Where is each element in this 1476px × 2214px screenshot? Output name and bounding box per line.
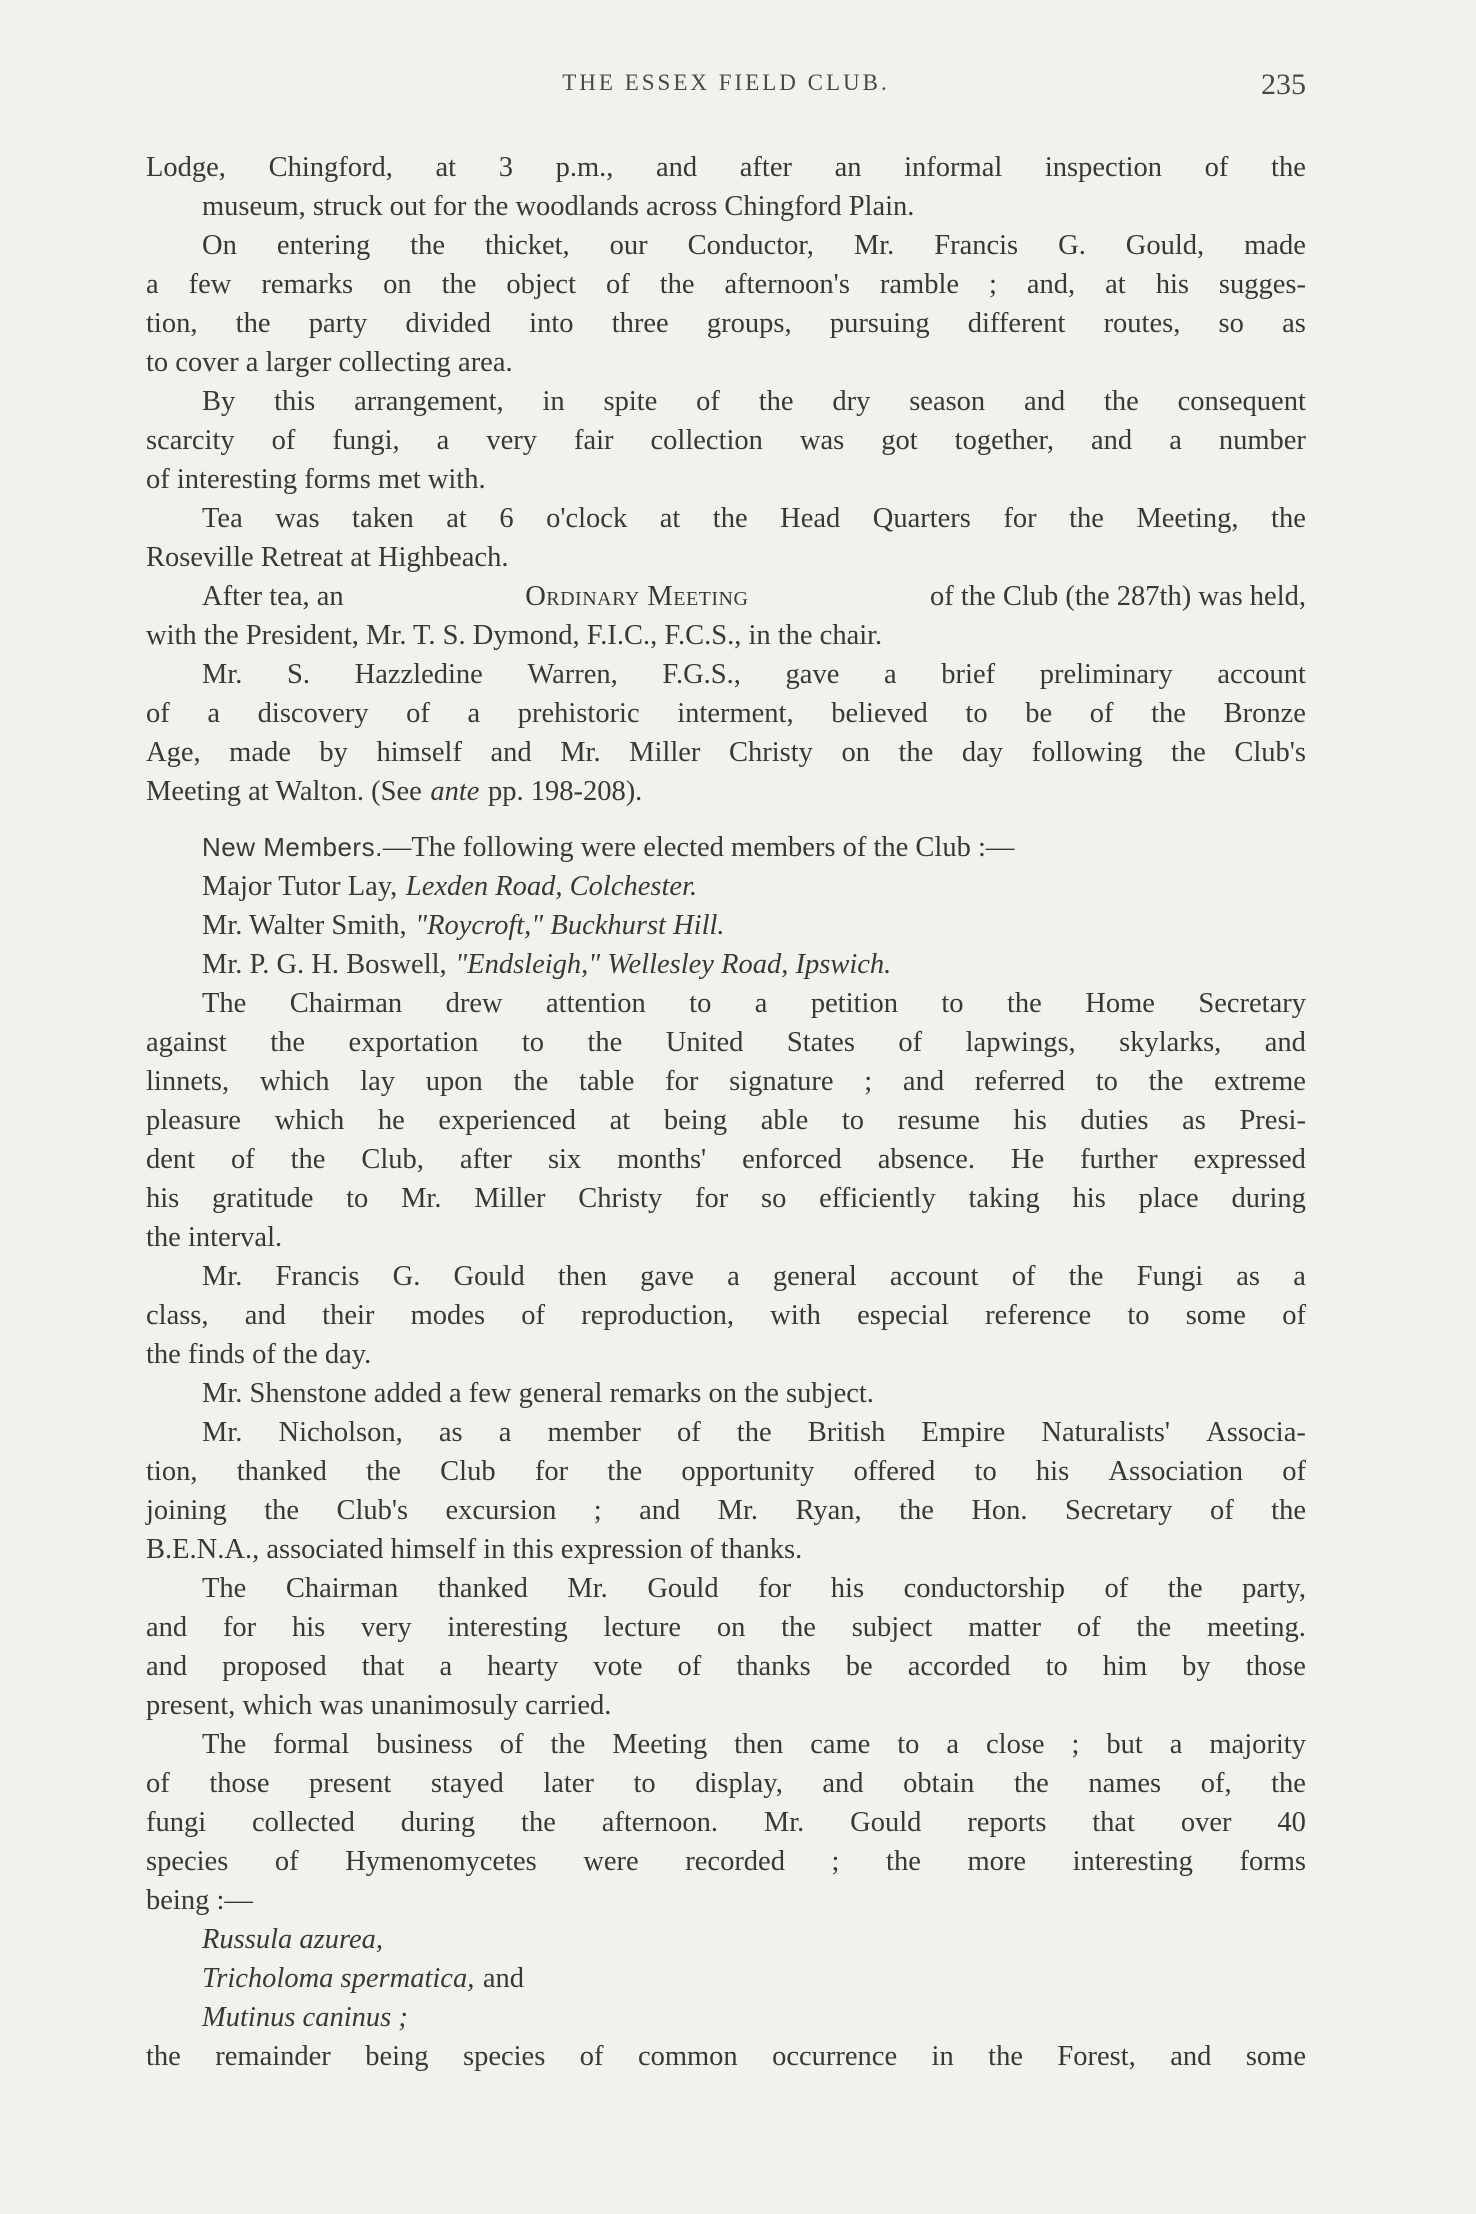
species-entry: Tricholoma spermatica, and (202, 1963, 525, 1994)
paragraph-start: The Chairman drew attention to a petition to the Home Secretary (202, 988, 1306, 1019)
species-entry: Mutinus caninus ; (202, 2002, 408, 2033)
paragraph-start: By this arrangement, in spite of the dry season and the consequent (202, 386, 1306, 417)
meeting-title: Ordinary Meeting (525, 581, 749, 612)
text-line: dent of the Club, after six months' enforced absence. He further expressed (146, 1144, 1306, 1175)
paragraph-start: Mr. S. Hazzledine Warren, F.G.S., gave a brief preliminary account (202, 659, 1306, 690)
text-line: and for his very interesting lecture on the subject matter of the meeting. (146, 1612, 1306, 1643)
text-line: Meeting at Walton. (See ante pp. 198-208). (146, 776, 643, 807)
text-line: the interval. (146, 1222, 283, 1253)
text-line: tion, the party divided into three groups, pursuing different routes, so as (146, 308, 1306, 339)
text-line: being :— (146, 1885, 253, 1916)
text-line: of those present stayed later to display, and obtain the names of, the (146, 1768, 1306, 1799)
text-line: against the exportation to the United States of lapwings, skylarks, and (146, 1027, 1306, 1058)
text-line: scarcity of fungi, a very fair collection was got together, and a number (146, 425, 1306, 456)
paragraph-start: Tea was taken at 6 o'clock at the Head Quarters for the Meeting, the (202, 503, 1306, 534)
section-label: New Members. (202, 832, 383, 862)
page-header (146, 70, 1306, 110)
text-line: Age, made by himself and Mr. Miller Christy on the day following the Club's (146, 737, 1306, 768)
text-line: tion, thanked the Club for the opportunity offered to his Association of (146, 1456, 1306, 1487)
text-line: present, which was unanimosuly carried. (146, 1690, 612, 1721)
text-line: his gratitude to Mr. Miller Christy for so efficiently taking his place during (146, 1183, 1306, 1214)
text-line: of interesting forms met with. (146, 464, 486, 495)
text-line: museum, struck out for the woodlands across Chingford Plain. (202, 191, 915, 222)
text-line: and proposed that a hearty vote of thanks be accorded to him by those (146, 1651, 1306, 1682)
paragraph-start: The Chairman thanked Mr. Gould for his conductorship of the party, (202, 1573, 1306, 1604)
text-line: B.E.N.A., associated himself in this expression of thanks. (146, 1534, 803, 1565)
page-number: 235 (1261, 68, 1306, 101)
paragraph-start: On entering the thicket, our Conductor, Mr. Francis G. Gould, made (202, 230, 1306, 261)
paragraph-start: Mr. Francis G. Gould then gave a general account of the Fungi as a (202, 1261, 1306, 1292)
text-line: joining the Club's excursion ; and Mr. Ryan, the Hon. Secretary of the (146, 1495, 1306, 1526)
text-line: class, and their modes of reproduction, with especial reference to some of (146, 1300, 1306, 1331)
text-line: of a discovery of a prehistoric interment, believed to be of the Bronze (146, 698, 1306, 729)
text-line: to cover a larger collecting area. (146, 347, 513, 378)
text-line: with the President, Mr. T. S. Dymond, F.I.C., F.C.S., in the chair. (146, 620, 883, 651)
text-line: Roseville Retreat at Highbeach. (146, 542, 509, 573)
paragraph-start: Mr. Shenstone added a few general remarks on the subject. (202, 1378, 874, 1409)
text-line: Lodge, Chingford, at 3 p.m., and after an informal inspection of the (146, 152, 1306, 183)
text-line: fungi collected during the afternoon. Mr. Gould reports that over 40 (146, 1807, 1306, 1838)
text-line: linnets, which lay upon the table for signature ; and referred to the extreme (146, 1066, 1306, 1097)
paragraph-start: After tea, an Ordinary Meeting of the Club (the 287th) was held, (146, 577, 1306, 616)
member-entry: Major Tutor Lay, Lexden Road, Colchester. (202, 871, 698, 902)
paragraph-start: Mr. Nicholson, as a member of the British Empire Naturalists' Associa- (202, 1417, 1306, 1448)
text-line: the remainder being species of common occurrence in the Forest, and some (146, 2041, 1306, 2072)
new-members-heading: New Members. —The following were elected members of the Club :— (146, 828, 1306, 867)
text-line: the finds of the day. (146, 1339, 372, 1370)
member-entry: Mr. P. G. H. Boswell, "Endsleigh," Wellesley Road, Ipswich. (202, 949, 892, 980)
member-entry: Mr. Walter Smith, "Roycroft," Buckhurst Hill. (202, 910, 725, 941)
text-line: species of Hymenomycetes were recorded ; the more interesting forms (146, 1846, 1306, 1877)
paragraph-start: The formal business of the Meeting then came to a close ; but a majority (202, 1729, 1306, 1760)
species-entry: Russula azurea, (202, 1924, 384, 1955)
text-line: pleasure which he experienced at being able to resume his duties as Presi- (146, 1105, 1306, 1136)
body-text (146, 148, 1306, 2076)
text-line: a few remarks on the object of the afternoon's ramble ; and, at his sugges- (146, 269, 1306, 300)
running-head: THE ESSEX FIELD CLUB. (562, 70, 890, 95)
